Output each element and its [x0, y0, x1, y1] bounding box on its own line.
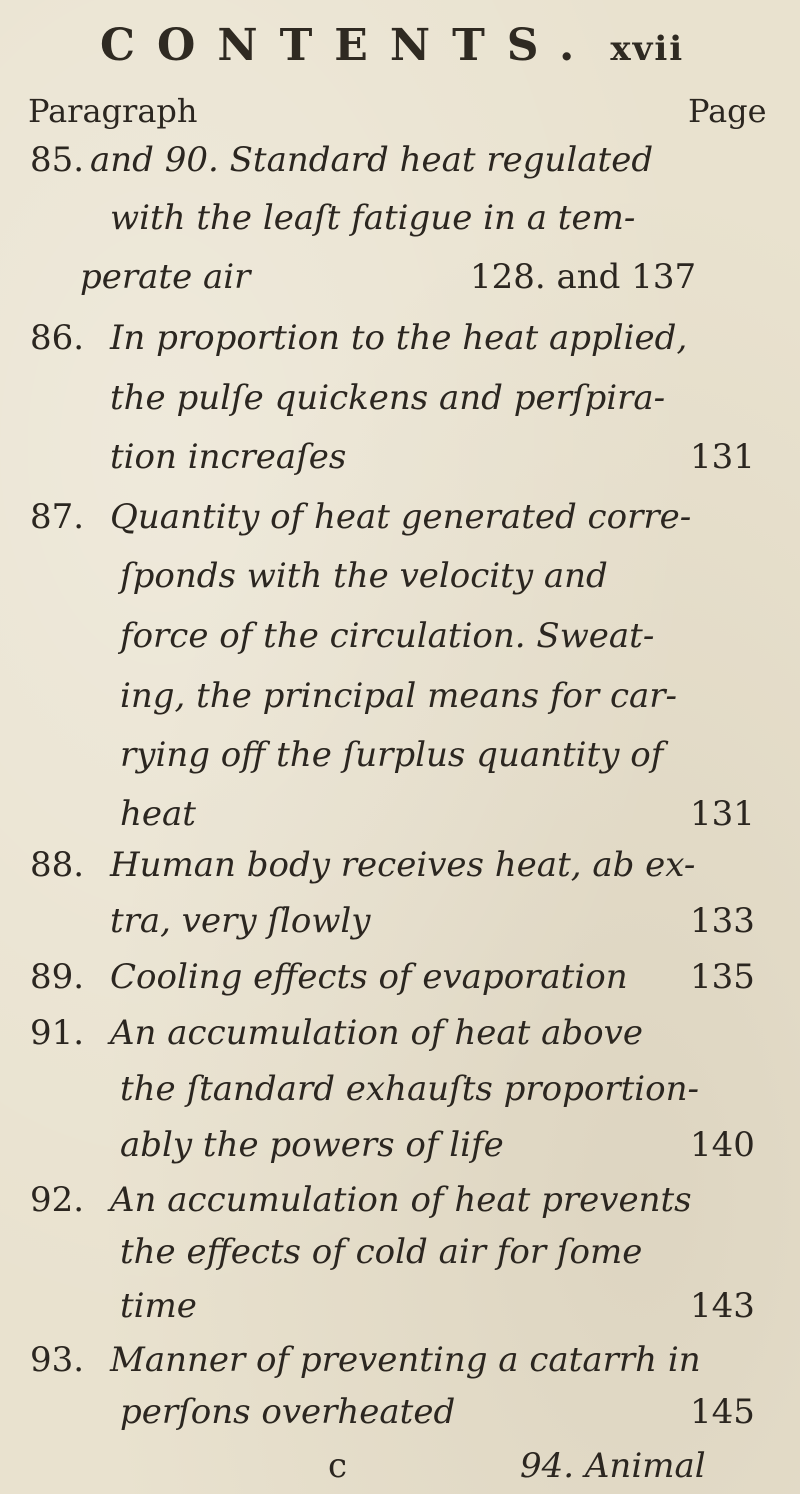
entry-line: An accumulation of heat above — [110, 1013, 643, 1053]
entry-page: 140 — [690, 1125, 755, 1165]
entry-number: 92. — [30, 1180, 85, 1220]
entry-line: the pulſe quickens and perſpira- — [110, 378, 666, 418]
entry-line: ing, the principal means for car- — [120, 676, 678, 716]
entry-line: heat — [120, 794, 196, 834]
entry-page: 135 — [690, 957, 755, 997]
entry-page: 133 — [690, 901, 755, 941]
entry-number: 85. — [30, 140, 85, 180]
entry-line: perſons overheated — [120, 1392, 456, 1432]
entry-page: 145 — [690, 1392, 755, 1432]
entry-line: In proportion to the heat applied, — [110, 318, 688, 358]
entry-page: 131 — [690, 437, 755, 477]
header-roman-numeral: xvii — [610, 29, 685, 69]
entry-page: 128. and 137 — [470, 257, 697, 297]
entry-page: 131 — [690, 794, 755, 834]
entry-page: 143 — [690, 1286, 755, 1326]
page-header — [100, 20, 780, 71]
entry-number: 87. — [30, 497, 85, 537]
column-heading-paragraph: Paragraph — [28, 92, 198, 130]
entry-line: Human body receives heat, ab ex- — [110, 845, 696, 885]
entry-line: the ſtandard exhauſts proportion- — [120, 1069, 699, 1109]
entry-line: Quantity of heat generated corre- — [110, 497, 692, 537]
entry-line: tra, very ſlowly — [110, 901, 371, 941]
entry-number: 86. — [30, 318, 85, 358]
entry-line: An accumulation of heat prevents — [110, 1180, 692, 1220]
entry-line: the effects of cold air for ſome — [120, 1232, 643, 1272]
entry-line: with the leaſt fatigue in a tem- — [110, 198, 636, 238]
header-title: CONTENTS. — [100, 20, 597, 71]
signature-mark: c — [328, 1446, 348, 1486]
catchword: 94. Animal — [520, 1446, 706, 1486]
entry-line: Cooling effects of evaporation — [110, 957, 628, 997]
entry-line: ably the powers of life — [120, 1125, 504, 1165]
entry-line: Manner of preventing a catarrh in — [110, 1340, 701, 1380]
entry-line: tion increaſes — [110, 437, 347, 477]
column-heading-page: Page — [688, 92, 767, 130]
entry-line: time — [120, 1286, 197, 1326]
entry-number: 89. — [30, 957, 85, 997]
entry-number: 88. — [30, 845, 85, 885]
entry-number: 91. — [30, 1013, 85, 1053]
entry-line: ſponds with the velocity and — [120, 556, 608, 596]
entry-line: rying off the ſurplus quantity of — [120, 735, 664, 775]
entry-line: force of the circulation. Sweat- — [120, 616, 655, 656]
entry-number: 93. — [30, 1340, 85, 1380]
entry-line: and 90. Standard heat regulated — [90, 140, 654, 180]
entry-line: perate air — [80, 257, 251, 297]
